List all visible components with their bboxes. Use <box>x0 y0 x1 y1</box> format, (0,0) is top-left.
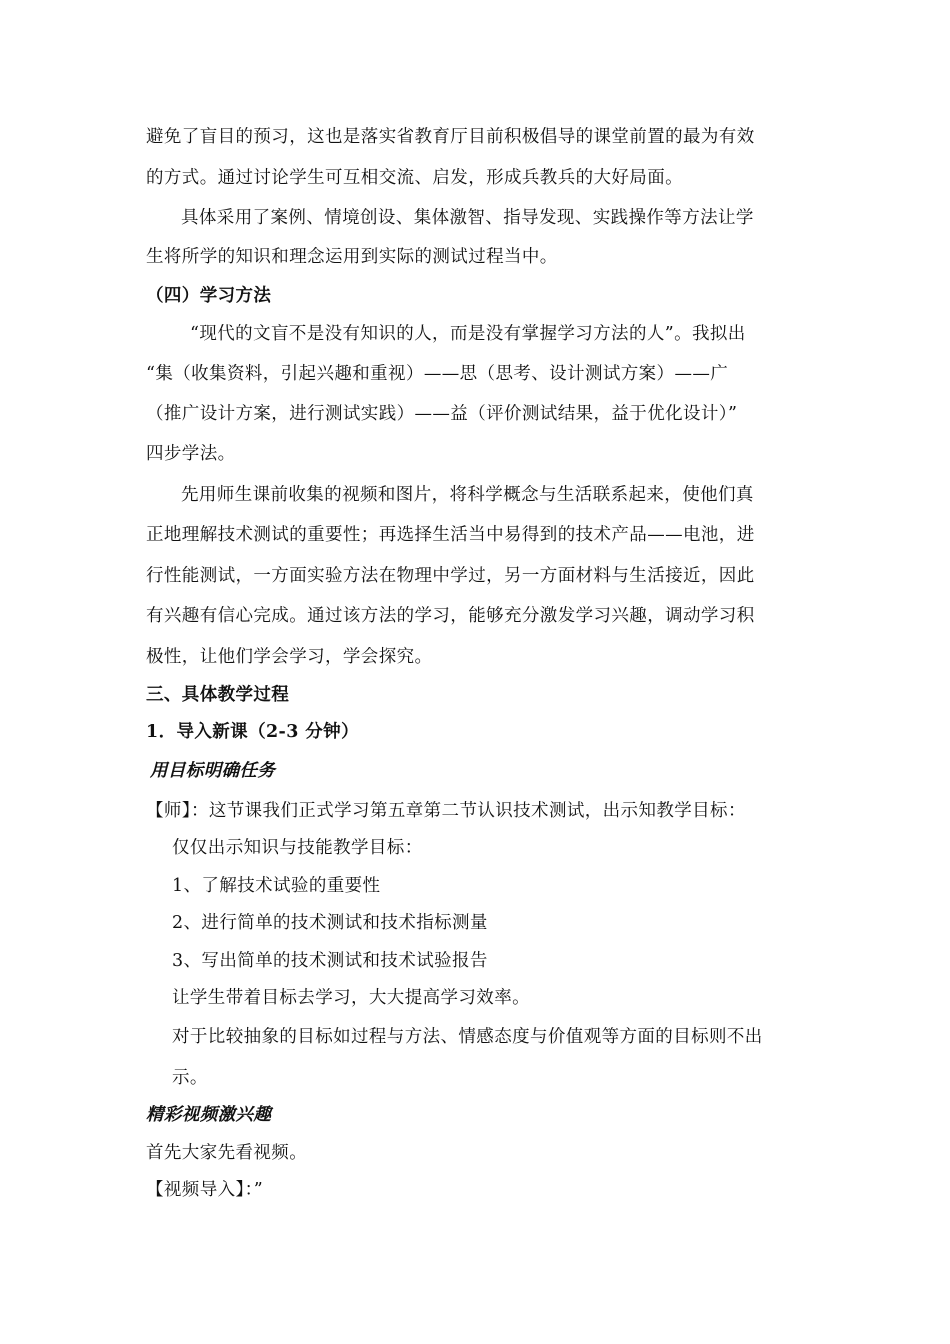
paragraph-line: 正地理解技术测试的重要性；再选择生活当中易得到的技术产品——电池，进 <box>146 525 755 545</box>
paragraph-line: 仅仅出示知识与技能教学目标： <box>172 838 423 858</box>
paragraph-line: （推广设计方案，进行测试实践）——益（评价测试结果，益于优化设计）” <box>146 404 738 424</box>
paragraph-line: 四步学法。 <box>146 444 236 464</box>
paragraph-line: 具体采用了案例、情境创设、集体激智、指导发现、实践操作等方法让学 <box>181 208 754 228</box>
paragraph-line: 的方式。通过讨论学生可互相交流、启发，形成兵教兵的大好局面。 <box>146 168 683 188</box>
list-item: 3、写出简单的技术测试和技术试验报告 <box>172 951 488 971</box>
paragraph-line: “集（收集资料，引起兴趣和重视）——思（思考、设计测试方案）——广 <box>146 364 729 384</box>
list-item: 2、进行简单的技术测试和技术指标测量 <box>172 913 488 933</box>
paragraph-line: 有兴趣有信心完成。通过该方法的学习，能够充分激发学习兴趣，调动学习积 <box>146 606 755 626</box>
paragraph-line: 极性，让他们学会学习，学会探究。 <box>146 647 433 667</box>
paragraph-line: 对于比较抽象的目标如过程与方法、情感态度与价值观等方面的目标则不出 <box>172 1027 763 1047</box>
section-heading: （四）学习方法 <box>146 286 272 306</box>
italic-heading: 精彩视频激兴趣 <box>146 1105 272 1125</box>
paragraph-line: 首先大家先看视频。 <box>146 1143 308 1163</box>
paragraph-line: 生将所学的知识和理念运用到实际的测试过程当中。 <box>146 247 558 267</box>
paragraph-line: 【师】：这节课我们正式学习第五章第二节认识技术测试，出示知教学目标： <box>146 801 746 821</box>
list-item: 1、了解技术试验的重要性 <box>172 876 381 896</box>
paragraph-line: 让学生带着目标去学习，大大提高学习效率。 <box>172 988 530 1008</box>
paragraph-line: 行性能测试，一方面实验方法在物理中学过，另一方面材料与生活接近，因此 <box>146 566 755 586</box>
paragraph-line: 先用师生课前收集的视频和图片，将科学概念与生活联系起来，使他们真 <box>181 485 754 505</box>
section-heading: 三、具体教学过程 <box>146 685 290 705</box>
subsection-heading: 1．导入新课（2-3 分钟） <box>146 722 359 742</box>
italic-heading: 用目标明确任务 <box>150 761 276 781</box>
paragraph-line: 避免了盲目的预习，这也是落实省教育厅目前积极倡导的课堂前置的最为有效 <box>146 127 755 147</box>
paragraph-line: 示。 <box>172 1068 208 1088</box>
paragraph-line: 【视频导入】：” <box>146 1180 264 1200</box>
paragraph-line: “现代的文盲不是没有知识的人，而是没有掌握学习方法的人”。我拟出 <box>190 324 746 344</box>
